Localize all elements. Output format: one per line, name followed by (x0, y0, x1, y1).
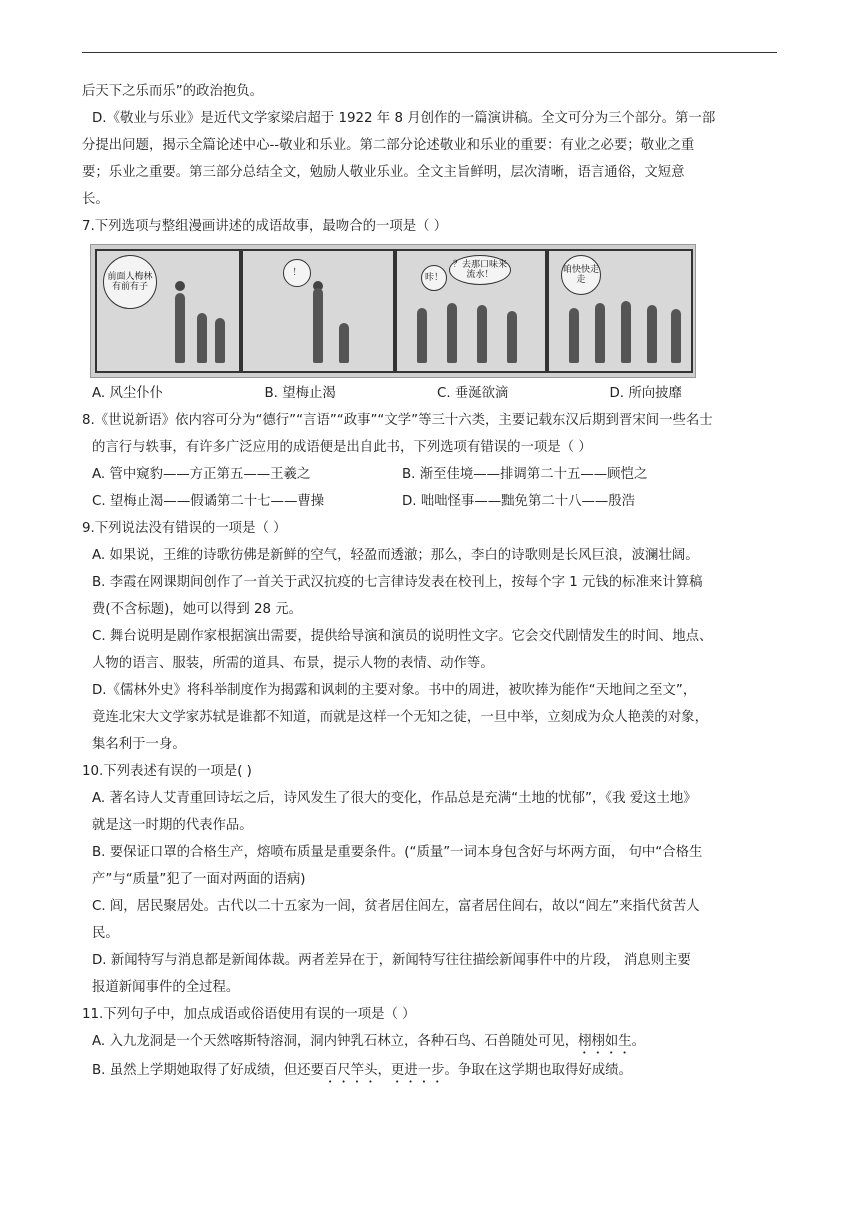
option-d-cont: 集名利于一身。 (92, 737, 186, 752)
figure (647, 305, 657, 363)
figure (671, 309, 681, 363)
dotted-idiom: 栩栩如生 (578, 1034, 632, 1049)
option-d-cont: 报道新闻事件的全过程。 (92, 980, 240, 995)
figure (417, 308, 427, 363)
option-d[interactable]: D. 咄咄怪事——黜免第二十八——殷浩 (402, 494, 636, 509)
option-a-cont: 就是这一时期的代表作品。 (92, 818, 253, 833)
question-8-options-row (82, 488, 782, 515)
text-line: 分提出问题，揭示全篇论述中心--敬业和乐业。第二部分论述敬业和乐业的重要：有业之必要；敬业之重 (82, 138, 695, 153)
dotted-idiom: 百尺竿头，更进一步 (323, 1063, 445, 1078)
option-d-cont: 竟连北宋大文学家苏轼是谁都不知道，而就是这样一个无知之徒，一旦中举，立刻成为众人艳羡的对象， (92, 710, 708, 725)
comic-panel-4 (547, 249, 693, 373)
option-b[interactable]: B. 望梅止渴 (264, 386, 336, 401)
text-line: 后天下之乐而乐”的政治抱负。 (82, 84, 264, 99)
speech-bubble: 咱快快走走 (561, 255, 601, 295)
figure (313, 288, 323, 363)
option-d[interactable]: D. 新闻特写与消息都是新闻体裁。两者差异在于，新闻特写往往描绘新闻事件中的片段， 消息则主要 (92, 953, 691, 968)
figure (507, 311, 517, 363)
option-a[interactable]: A. 如果说，王维的诗歌彷佛是新鲜的空气，轻盈而透澈；那么，李白的诗歌则是长风巨浪，波澜壮阔。 (92, 548, 699, 563)
figure (477, 305, 487, 363)
comic-panel-2 (241, 249, 395, 373)
option-c[interactable]: C. 垂涎欲滴 (437, 386, 509, 401)
question-8-stem-cont: 的言行与轶事，有许多广泛应用的成语便是出自此书，下列选项有错误的一项是（ ） (92, 440, 592, 455)
question-11-stem: 11.下列句子中，加点成语或俗语使用有误的一项是（ ） (82, 1007, 416, 1022)
speech-bubble: ？去那口味来流水！ (449, 255, 511, 285)
comic-panel-3 (395, 249, 547, 373)
question-7-stem: 7.下列选项与整组漫画讲述的成语故事，最吻合的一项是（ ） (82, 219, 448, 234)
document-body (82, 78, 782, 1086)
figure (447, 303, 457, 363)
option-text: 。 (631, 1034, 646, 1049)
option-c[interactable]: C. 望梅止渴——假谲第二十七——曹操 (92, 494, 325, 509)
question-8-stem: 8.《世说新语》依内容可分为“德行”“言语”“政事”“文学”等三十六类，主要记载东汉后期到晋宋间一些名士 (82, 413, 713, 428)
option-c-cont: 人物的语言、服装，所需的道具、布景，提示人物的表情、动作等。 (92, 656, 494, 671)
speech-bubble: ！ (283, 259, 311, 287)
option-b-cont: 产”与“质量”犯了一面对两面的语病) (92, 872, 306, 887)
figure (175, 293, 185, 363)
figure (339, 323, 349, 363)
text-line: 长。 (82, 192, 109, 207)
question-7-options (82, 380, 782, 407)
figure (215, 318, 225, 363)
option-a[interactable]: A. 著名诗人艾青重回诗坛之后，诗风发生了很大的变化，作品总是充满“土地的忧郁”，《我 爱这土地》 (92, 791, 697, 806)
question-8-options-row (82, 461, 782, 488)
figure (595, 303, 605, 363)
question-10-stem: 10.下列表述有误的一项是( ) (82, 764, 252, 779)
speech-bubble: 咔！ (421, 265, 447, 291)
option-text: 。争取在这学期也取得好成绩。 (444, 1063, 632, 1078)
option-b[interactable]: B. 李霞在网课期间创作了一首关于武汉抗疫的七言律诗发表在校刊上，按每个字 1 元钱的标准来计算稿 (92, 575, 703, 590)
option-b[interactable] (82, 1057, 782, 1086)
option-text: A. 入九龙洞是一个天然喀斯特溶洞，洞内钟乳石林立，各种石鸟、石兽随处可见， (92, 1034, 579, 1049)
figure (621, 301, 631, 363)
question-9-stem: 9.下列说法没有错误的一项是（ ） (82, 521, 287, 536)
text-line: 要；乐业之重要。第三部分总结全文，勉励人敬业乐业。全文主旨鲜明，层次清晰，语言通俗，文短意 (82, 165, 685, 180)
text-line: D.《敬业与乐业》是近代文学家梁启超于 1922 年 8 月创作的一篇演讲稿。全文可分为三个部分。第一部 (92, 111, 716, 126)
figure-head (175, 281, 185, 291)
comic-strip-image (90, 244, 696, 378)
option-b[interactable]: B. 渐至佳境——排调第二十五——顾恺之 (402, 467, 648, 482)
option-b[interactable]: B. 要保证口罩的合格生产，熔喷布质量是重要条件。(“质量”一词本身包含好与坏两方面， 句中“合格生 (92, 845, 703, 860)
option-c[interactable]: C. 舞台说明是剧作家根据演出需要，提供给导演和演员的说明性文字。它会交代剧情发生的时间、地点、 (92, 629, 713, 644)
option-b-cont: 费(不含标题)，她可以得到 28 元。 (92, 602, 303, 617)
comic-panel-1 (95, 249, 241, 373)
option-a[interactable] (82, 1028, 782, 1057)
figure (569, 308, 579, 363)
option-c-cont: 民。 (92, 926, 119, 941)
option-a[interactable]: A. 风尘仆仆 (92, 386, 163, 401)
speech-bubble: 前面人梅林有前有子 (103, 255, 157, 309)
option-text: B. 虽然上学期她取得了好成绩，但还要 (92, 1063, 324, 1078)
option-d[interactable]: D. 所向披靡 (609, 386, 682, 401)
figure (197, 313, 207, 363)
option-d[interactable]: D.《儒林外史》将科举制度作为揭露和讽刺的主要对象。书中的周进，被吹捧为能作“天地间之至文”， (92, 683, 697, 698)
option-c[interactable]: C. 闾，居民聚居处。古代以二十五家为一闾，贫者居住闾左，富者居住闾右，故以“闾左”来指代贫苦人 (92, 899, 700, 914)
header-rule (82, 52, 777, 53)
option-a[interactable]: A. 管中窥豹——方正第五——王羲之 (92, 467, 311, 482)
